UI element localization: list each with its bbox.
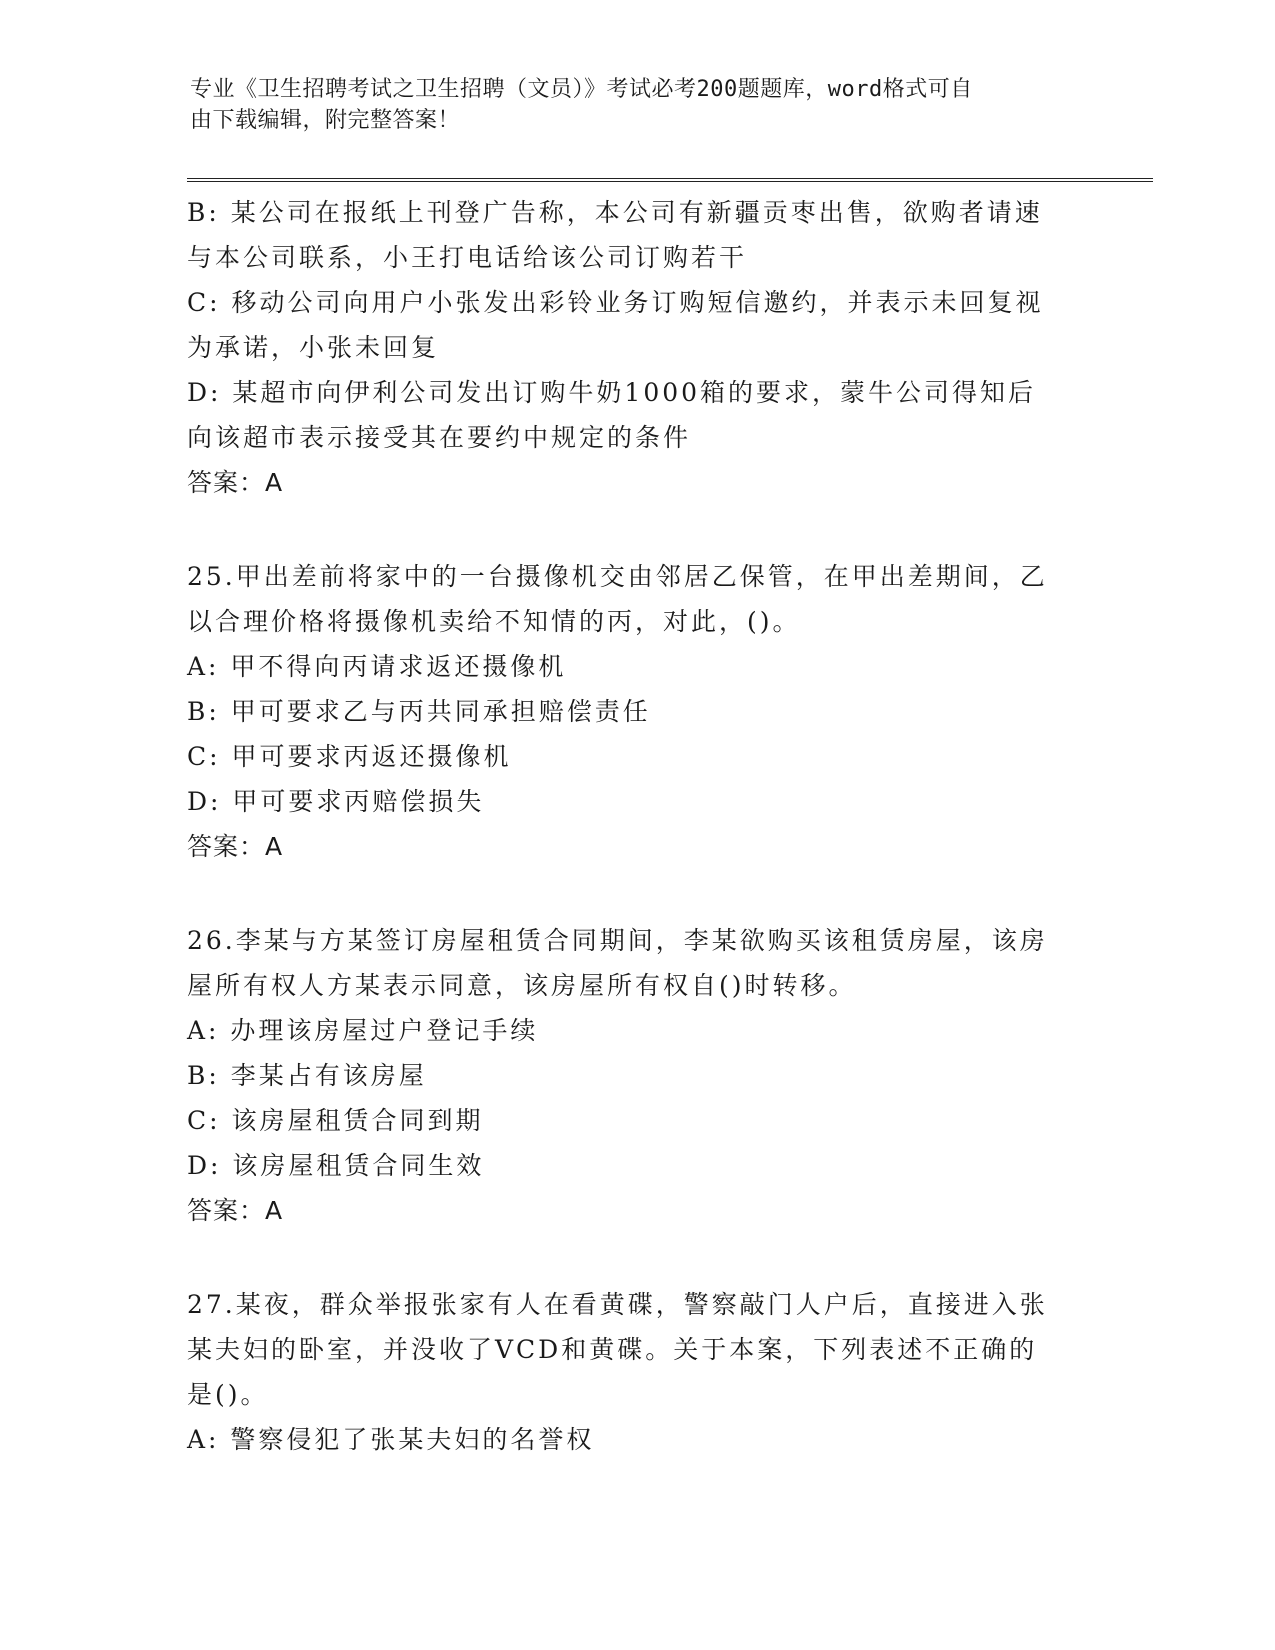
option-a: A: 甲不得向丙请求返还摄像机 — [187, 652, 567, 681]
option-d: D: 该房屋租赁合同生效 — [187, 1151, 485, 1180]
question-text-line-1: 26.李某与方某签订房屋租赁合同期间，李某欲购买该租赁房屋，该房 — [187, 926, 1048, 955]
option-b-line-1: B: 某公司在报纸上刊登广告称，本公司有新疆贡枣出售，欲购者请速 — [187, 198, 1043, 227]
option-d-line-2: 向该超市表示接受其在要约中规定的条件 — [187, 423, 692, 452]
question-text-line-2: 屋所有权人方某表示同意，该房屋所有权自()时转移。 — [187, 971, 857, 1000]
option-a: A: 警察侵犯了张某夫妇的名誉权 — [187, 1425, 595, 1454]
answer: 答案：A — [187, 1196, 284, 1225]
header-line-2: 由下载编辑，附完整答案！ — [190, 108, 461, 133]
option-b-line-2: 与本公司联系，小王打电话给该公司订购若干 — [187, 243, 748, 272]
question-27 — [187, 1282, 1087, 1462]
option-c-line-1: C: 移动公司向用户小张发出彩铃业务订购短信邀约，并表示未回复视 — [187, 288, 1044, 317]
header-line-1: 专业《卫生招聘考试之卫生招聘（文员）》考试必考200题题库，word格式可自 — [190, 77, 973, 102]
question-26 — [187, 918, 1087, 1233]
question-text-line-1: 27.某夜，群众举报张家有人在看黄碟，警察敲门人户后，直接进入张 — [187, 1290, 1048, 1319]
option-b: B: 甲可要求乙与丙共同承担赔偿责任 — [187, 697, 651, 726]
question-text-line-2: 以合理价格将摄像机卖给不知情的丙，对此，()。 — [187, 607, 801, 636]
document-header — [190, 74, 1070, 136]
document-body — [187, 190, 1087, 1462]
answer: 答案：A — [187, 468, 284, 497]
question-text-line-2: 某夫妇的卧室，并没收了VCD和黄碟。关于本案，下列表述不正确的 — [187, 1335, 1038, 1364]
option-c: C: 甲可要求丙返还摄像机 — [187, 742, 512, 771]
answer: 答案：A — [187, 832, 284, 861]
question-25 — [187, 554, 1087, 869]
option-d-line-1: D: 某超市向伊利公司发出订购牛奶1000箱的要求，蒙牛公司得知后 — [187, 378, 1037, 407]
option-c-line-2: 为承诺，小张未回复 — [187, 333, 440, 362]
option-b: B: 李某占有该房屋 — [187, 1061, 427, 1090]
option-c: C: 该房屋租赁合同到期 — [187, 1106, 484, 1135]
header-divider — [187, 178, 1153, 182]
option-a: A: 办理该房屋过户登记手续 — [187, 1016, 539, 1045]
option-d: D: 甲可要求丙赔偿损失 — [187, 787, 485, 816]
question-text-line-1: 25.甲出差前将家中的一台摄像机交由邻居乙保管，在甲出差期间，乙 — [187, 562, 1048, 591]
question-24-continued — [187, 190, 1087, 505]
question-text-line-3: 是()。 — [187, 1380, 269, 1409]
